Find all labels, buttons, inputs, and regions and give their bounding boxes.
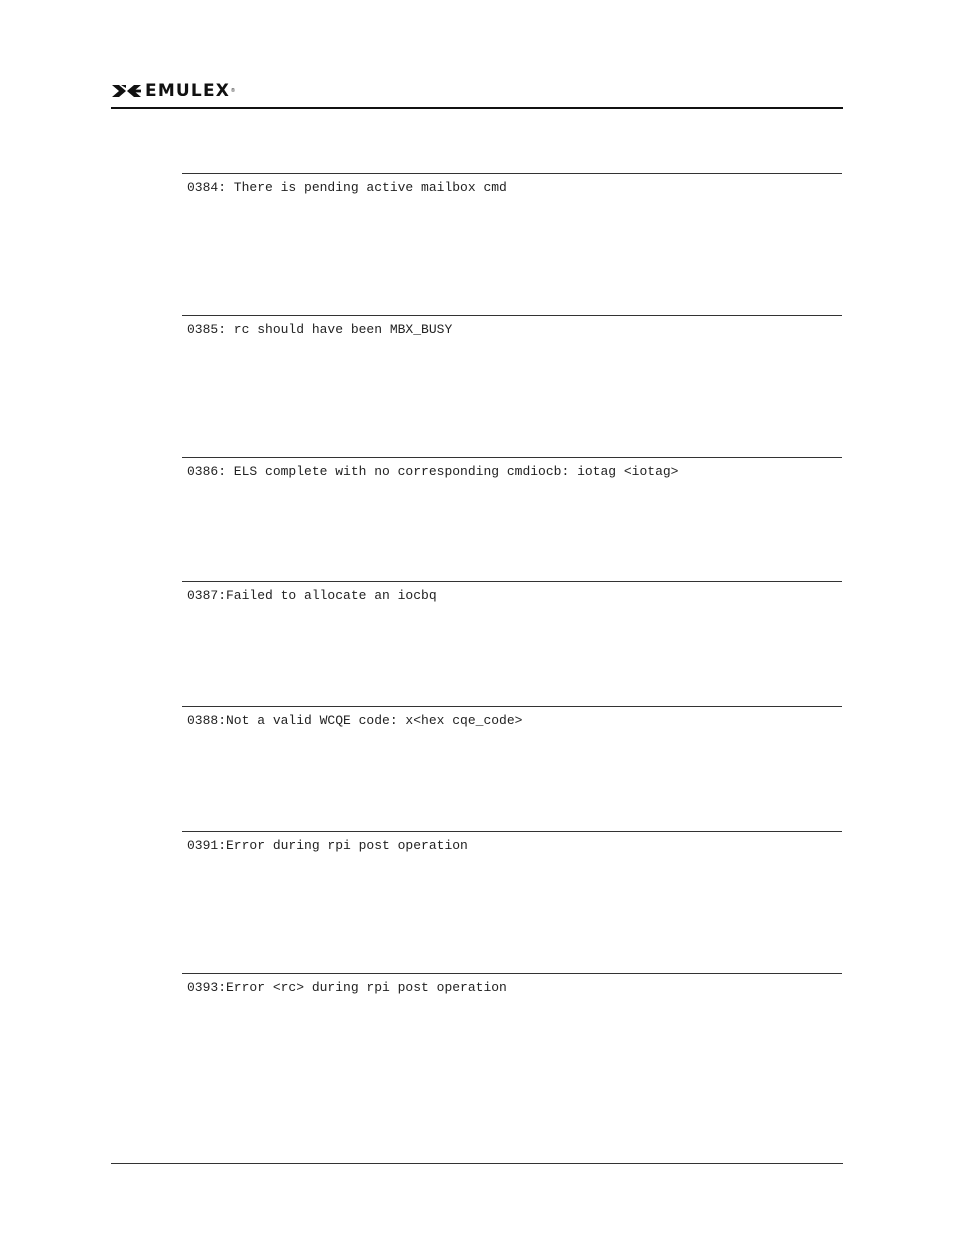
message-code-text: 0388:Not a valid WCQE code: x<hex cqe_code> bbox=[187, 713, 523, 728]
message-code-text: 0387:Failed to allocate an iocbq bbox=[187, 588, 437, 603]
message-code-text: 0393:Error <rc> during rpi post operation bbox=[187, 980, 507, 995]
message-code-text: 0386: ELS complete with no corresponding cmdiocb: iotag <iotag> bbox=[187, 464, 679, 479]
emulex-logo-icon bbox=[111, 83, 142, 99]
message-code-text: 0385: rc should have been MBX_BUSY bbox=[187, 322, 453, 337]
emulex-logo bbox=[111, 80, 235, 102]
message-code-text: 0391:Error during rpi post operation bbox=[187, 838, 468, 853]
footer-divider bbox=[111, 1163, 843, 1164]
message-entry bbox=[182, 173, 842, 195]
brand-name: EMULEX bbox=[145, 80, 231, 101]
trademark-mark: ® bbox=[231, 88, 235, 94]
message-entry bbox=[182, 457, 842, 479]
page-header bbox=[111, 78, 843, 109]
message-entry bbox=[182, 581, 842, 603]
message-entry bbox=[182, 973, 842, 995]
message-entry bbox=[182, 706, 842, 728]
message-entry bbox=[182, 831, 842, 853]
message-code-text: 0384: There is pending active mailbox cmd bbox=[187, 180, 507, 195]
message-entry bbox=[182, 315, 842, 337]
